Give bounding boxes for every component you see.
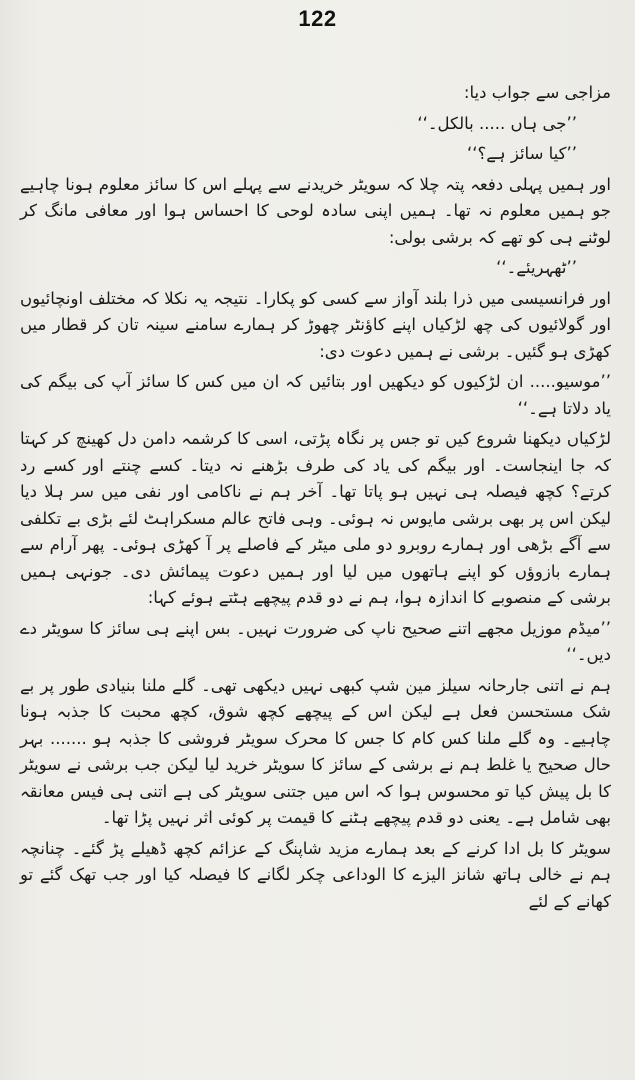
dialogue-line: ’’موسیو..... ان لڑکیوں کو دیکھیں اور بتائیں کہ ان میں کس کا سائز آپ کی بیگم کی یاد دلاتا ہے۔‘‘ (20, 372, 611, 418)
dialogue-line: ’’جی ہاں ..... بالکل۔‘‘ (417, 113, 577, 133)
page-body (20, 80, 611, 919)
dialogue-line: ’’ٹھہریئے۔‘‘ (496, 258, 577, 277)
paragraph: سویٹر کا بل ادا کرنے کے بعد ہمارے مزید شاپنگ کے عزائم کچھ ڈھیلے پڑ گئے۔ چنانچہ ہم نے خالی ہاتھ شانز الیزے کا الوداعی چکر لگانے کا فیصلہ کیا اور جب تھک گئے تو کھانے کے لئے (20, 838, 611, 911)
paragraph: ہم نے اتنی جارحانہ سیلز مین شپ کبھی نہیں دیکھی تھی۔ گلے ملنا بنیادی طور پر بے شک مستحسن فعل ہے لیکن اس کے پیچھے کچھ شوق، کچھ محبت کا جذبہ ہونا چاہیے۔ وہ گلے ملنا کس کام کا جس کا محرک سویٹر فروشی کا جذبہ ہو ....... بہر حال صحیح یا غلط ہم نے برشی کے سائز کا سویٹر خرید لیا لیکن جب برشی نے سویٹر کا بل پیش کیا تو محسوس ہوا کہ اس میں جتنی سویٹر کی ہے اتنی ہی فیس معانقہ بھی شامل ہے۔ یعنی دو قدم پیچھے ہٹنے کا قیمت پر کوئی اثر نہیں پڑا تھا۔ (20, 675, 611, 827)
dialogue-line: ’’کیا سائز ہے؟‘‘ (467, 144, 577, 163)
dialogue-line: ’’میڈم موزیل مجھے اتنے صحیح ناپ کی ضرورت نہیں۔ بس اپنے ہی سائز کا سویٹر دے دیں۔‘‘ (20, 618, 611, 664)
paragraph: اور ہمیں پہلی دفعہ پتہ چلا کہ سویٹر خریدنے سے پہلے اس کا سائز معلوم ہونا چاہیے جو ہمیں معلوم نہ تھا۔ ہمیں اپنی سادہ لوحی کا احساس ہوا اور معافی مانگ کر لوٹنے ہی کو تھے کہ برشی بولی: (20, 174, 611, 247)
paragraph: لڑکیاں دیکھنا شروع کیں تو جس پر نگاہ پڑتی، اسی کا کرشمہ دامن دل کھینچ کر کہتا کہ جا اینجاست۔ اور بیگم کی یاد کی طرف بڑھنے نہ دیتا۔ کسے چنتے اور کسے رد کرتے؟ کچھ فیصلہ ہی نہیں ہو پاتا تھا۔ آخر ہم نے ناکامی اور نفی میں سر ہلا دیا لیکن اس پر بھی برشی مایوس نہ ہوئی۔ وہی فاتح عالم مسکراہٹ لئے بڑی بے تکلفی سے آگے بڑھی اور ہمارے روبرو دو ملی میٹر کے فاصلے پر آ کھڑی ہوئی۔ پھر آرام سے ہمارے بازوؤں کو اپنے ہاتھوں میں لیا اور ہمیں دعوت پیمائش دی۔ جونہی ہمیں برشی کے منصوبے کا اندازہ ہوا، ہم نے دو قدم پیچھے ہٹتے ہوئے کہا: (20, 429, 611, 607)
paragraph: اور فرانسیسی میں ذرا بلند آواز سے کسی کو پکارا۔ نتیجہ یہ نکلا کہ مختلف اونچائیوں اور گولائیوں کی چھ لڑکیاں اپنے کاؤنٹر چھوڑ کر ہمارے سامنے سینہ تان کر قطار میں کھڑی ہو گئیں۔ برشی نے ہمیں دعوت دی: (20, 288, 611, 361)
paragraph: مزاجی سے جواب دیا: (463, 83, 611, 102)
page-number: 122 (298, 6, 337, 31)
